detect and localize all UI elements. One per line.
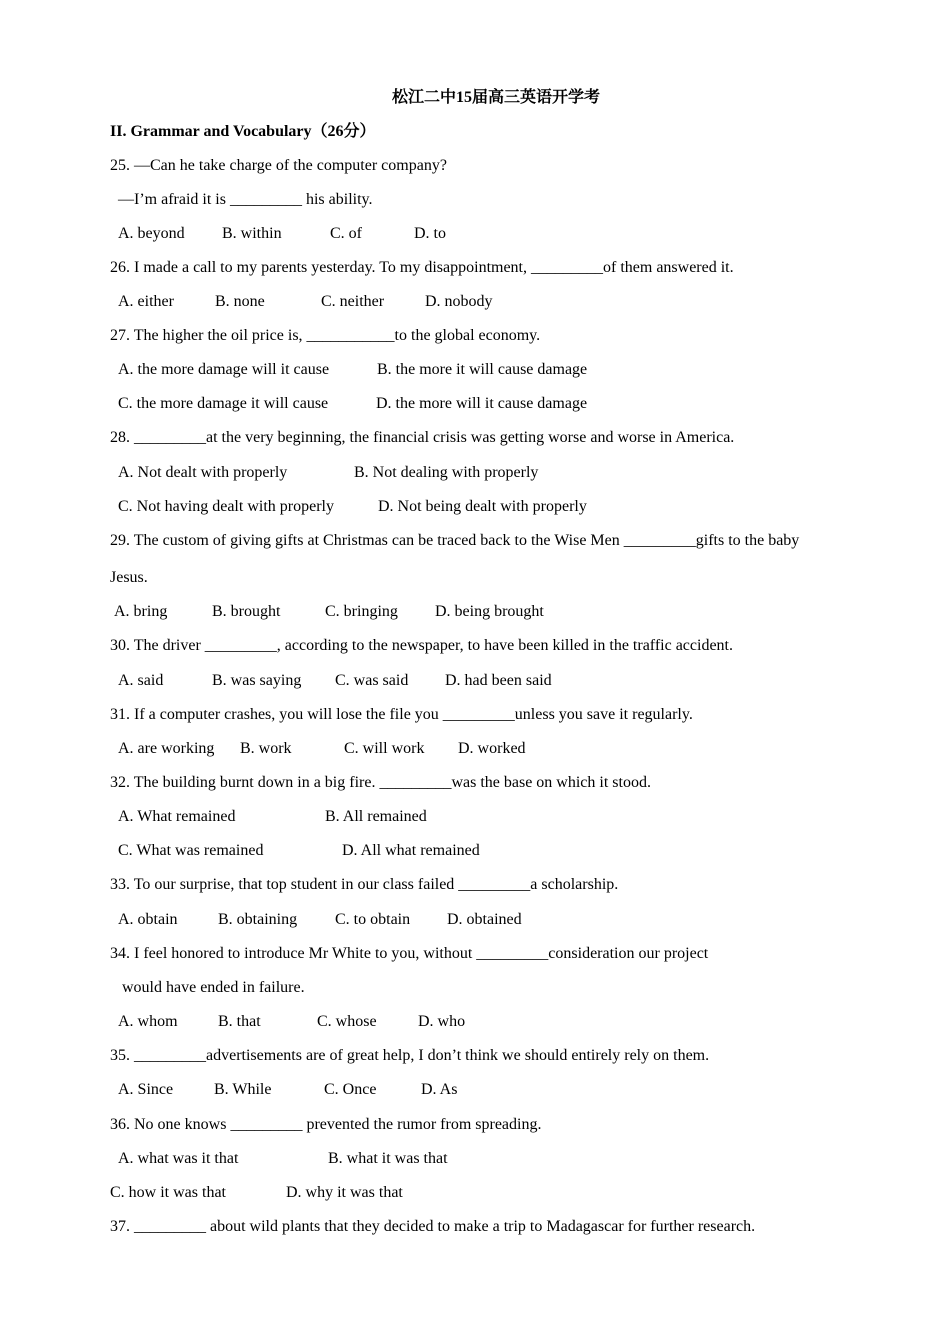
option-b: B. work [240,740,292,757]
option-c: C. was said [335,672,409,689]
option-a: A. the more damage will it cause [118,361,330,378]
option-c: C. the more damage it will cause [118,395,329,412]
option-d: D. why it was that [286,1184,403,1201]
option-b: B. the more it will cause damage [377,361,588,378]
option-c: C. What was remained [118,842,264,859]
question-stem: 31. If a computer crashes, you will lose the file you _________unless you save it regularly. [110,706,693,723]
option-a: A. Since [118,1081,174,1098]
question-stem: 25. —Can he take charge of the computer company? [110,157,447,174]
option-c: C. whose [317,1013,377,1030]
option-a: A. beyond [118,225,185,242]
question-stem: would have ended in failure. [110,979,305,996]
option-c: C. neither [321,293,385,310]
option-d: D. nobody [425,293,493,310]
option-a: A. bring [114,603,168,620]
option-b: B. within [222,225,282,242]
option-c: C. of [330,225,362,242]
option-a: A. What remained [118,808,236,825]
option-b: B. none [215,293,265,310]
question-stem: 37. _________ about wild plants that they decided to make a trip to Madagascar for further research. [110,1218,756,1235]
option-d: D. obtained [447,911,522,928]
question-stem: 27. The higher the oil price is, ___________to the global economy. [110,327,541,344]
option-c: C. Not having dealt with properly [118,498,334,515]
question-stem: —I’m afraid it is _________ his ability. [110,191,373,208]
question-stem: 32. The building burnt down in a big fire. _________was the base on which it stood. [110,774,651,791]
question-stem: 33. To our surprise, that top student in our class failed _________a scholarship. [110,876,619,893]
question-stem: Jesus. [110,569,148,586]
option-a: A. whom [118,1013,178,1030]
option-b: B. was saying [212,672,302,689]
question-stem: 30. The driver _________, according to the newspaper, to have been killed in the traffic accident. [110,637,733,654]
option-b: B. brought [212,603,281,620]
option-c: C. to obtain [335,911,411,928]
option-b: B. that [218,1013,261,1030]
option-c: C. how it was that [110,1184,226,1201]
option-b: B. While [214,1081,272,1098]
question-stem: 35. _________advertisements are of great help, I don’t think we should entirely rely on them. [110,1047,710,1064]
option-c: C. Once [324,1081,377,1098]
option-d: D. As [421,1081,458,1098]
option-b: B. what it was that [328,1150,448,1167]
option-a: A. either [118,293,174,310]
option-a: A. obtain [118,911,178,928]
option-d: D. being brought [435,603,544,620]
question-stem: 34. I feel honored to introduce Mr White to you, without _________consideration our project [110,945,709,962]
question-stem: 36. No one knows _________ prevented the rumor from spreading. [110,1116,542,1133]
option-b: B. obtaining [218,911,298,928]
option-a: A. said [118,672,164,689]
option-d: D. to [414,225,446,242]
section-heading: II. Grammar and Vocabulary（26分） [110,123,376,140]
option-b: B. Not dealing with properly [354,464,539,481]
option-d: D. All what remained [342,842,480,859]
question-stem: 26. I made a call to my parents yesterday. To my disappointment, _________of them answered it. [110,259,734,276]
option-a: A. what was it that [118,1150,239,1167]
option-d: D. who [418,1013,466,1030]
option-d: D. worked [458,740,526,757]
option-d: D. had been said [445,672,552,689]
option-c: C. bringing [325,603,398,620]
option-a: A. Not dealt with properly [118,464,288,481]
option-d: D. the more will it cause damage [376,395,588,412]
question-stem: 28. _________at the very beginning, the financial crisis was getting worse and worse in America. [110,429,735,446]
exam-title: 松江二中15届高三英语开学考 [391,89,600,106]
option-a: A. are working [118,740,215,757]
question-stem: 29. The custom of giving gifts at Christmas can be traced back to the Wise Men _________gifts to the baby [110,532,800,549]
option-c: C. will work [344,740,425,757]
option-d: D. Not being dealt with properly [378,498,587,515]
option-b: B. All remained [325,808,427,825]
